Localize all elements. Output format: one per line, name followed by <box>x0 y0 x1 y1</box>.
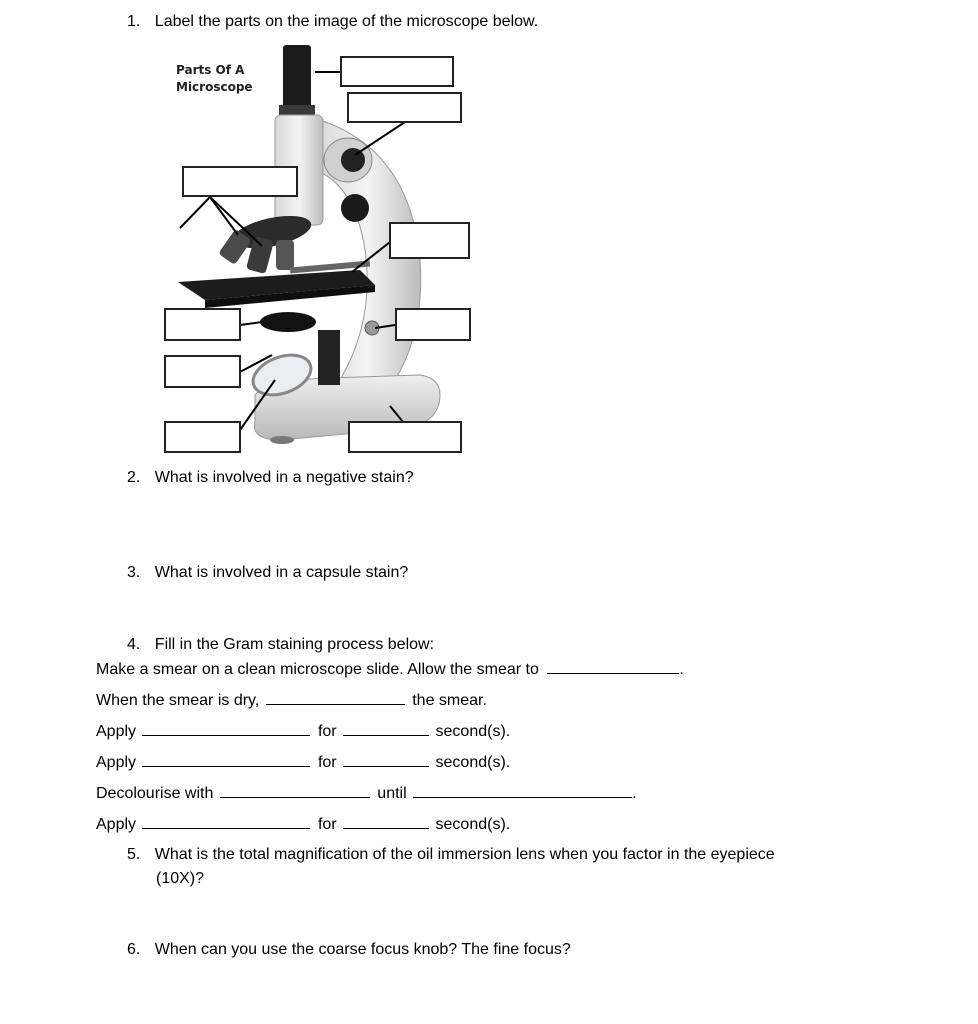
blank-field[interactable] <box>142 752 310 767</box>
figure-title-line1: Parts Of A <box>176 63 245 77</box>
seconds-label: second(s). <box>435 723 511 740</box>
question-1-number: 1. <box>127 13 141 30</box>
question-5-line1: What is the total magnification of the oil immersion lens when you factor in the eyepiece <box>154 846 775 863</box>
gram-apply-line <box>96 814 510 834</box>
gram-apply-line <box>96 752 510 772</box>
label-box-stage[interactable] <box>164 308 241 341</box>
figure-title-line2: Microscope <box>176 80 253 94</box>
label-box-arm[interactable] <box>395 308 471 341</box>
gram-line-2-after: the smear. <box>412 692 487 709</box>
eyepiece-shape <box>283 45 311 115</box>
gram-line-1-text: Make a smear on a clean microscope slide. Allow the smear to <box>96 661 539 678</box>
pointer-line <box>240 322 262 325</box>
blank-field[interactable] <box>343 752 429 767</box>
question-2 <box>127 469 414 487</box>
question-4 <box>127 636 434 654</box>
gram-decolourise-line <box>96 783 637 803</box>
stand-shape <box>318 330 340 385</box>
question-3-number: 3. <box>127 564 141 581</box>
label-box-base[interactable] <box>348 421 462 453</box>
blank-field[interactable] <box>343 721 429 736</box>
question-6-number: 6. <box>127 941 141 958</box>
question-1-text: Label the parts on the image of the microscope below. <box>154 13 539 30</box>
gram-decolourise-period: . <box>632 785 637 802</box>
label-box-objectives[interactable] <box>182 166 298 197</box>
for-label: for <box>317 816 337 833</box>
pointer-line <box>180 197 210 228</box>
seconds-label: second(s). <box>435 754 511 771</box>
question-6-text: When can you use the coarse focus knob? The fine focus? <box>154 941 571 958</box>
pointer-line <box>210 197 238 235</box>
question-5-line2: (10X)? <box>156 870 205 887</box>
label-box-diaphragm[interactable] <box>164 355 241 388</box>
gram-apply-line <box>96 721 510 741</box>
apply-label: Apply <box>96 816 137 833</box>
blank-field[interactable] <box>343 814 429 829</box>
until-label: until <box>377 785 407 802</box>
gram-line-1 <box>96 659 684 679</box>
question-4-text: Fill in the Gram staining process below: <box>154 636 435 653</box>
question-5-number: 5. <box>127 846 141 863</box>
pointer-line <box>355 122 405 155</box>
label-box-fine-focus[interactable] <box>389 222 470 259</box>
question-1 <box>127 13 538 31</box>
question-2-text: What is involved in a negative stain? <box>154 469 414 486</box>
gram-line-2 <box>96 690 487 710</box>
apply-label: Apply <box>96 754 137 771</box>
decolourise-label: Decolourise with <box>96 785 214 802</box>
foot-shape <box>270 436 294 444</box>
seconds-label: second(s). <box>435 816 511 833</box>
question-5 <box>127 846 775 864</box>
blank-field[interactable] <box>547 659 679 674</box>
diaphragm-shape <box>260 312 316 332</box>
question-3-text: What is involved in a capsule stain? <box>154 564 409 581</box>
gram-line-1-period: . <box>679 661 684 678</box>
for-label: for <box>317 723 337 740</box>
question-4-number: 4. <box>127 636 141 653</box>
label-box-body-tube[interactable] <box>347 92 462 123</box>
question-2-number: 2. <box>127 469 141 486</box>
question-6 <box>127 941 571 959</box>
objective-shape <box>276 240 294 270</box>
for-label: for <box>317 754 337 771</box>
blank-field[interactable] <box>413 783 632 798</box>
question-3 <box>127 564 408 582</box>
gram-line-2-before: When the smear is dry, <box>96 692 260 709</box>
apply-label: Apply <box>96 723 137 740</box>
blank-field[interactable] <box>220 783 370 798</box>
blank-field[interactable] <box>142 814 310 829</box>
blank-field[interactable] <box>142 721 310 736</box>
label-box-mirror[interactable] <box>164 421 241 453</box>
blank-field[interactable] <box>266 690 405 705</box>
label-box-eyepiece[interactable] <box>340 56 454 87</box>
fine-knob-shape <box>341 194 369 222</box>
